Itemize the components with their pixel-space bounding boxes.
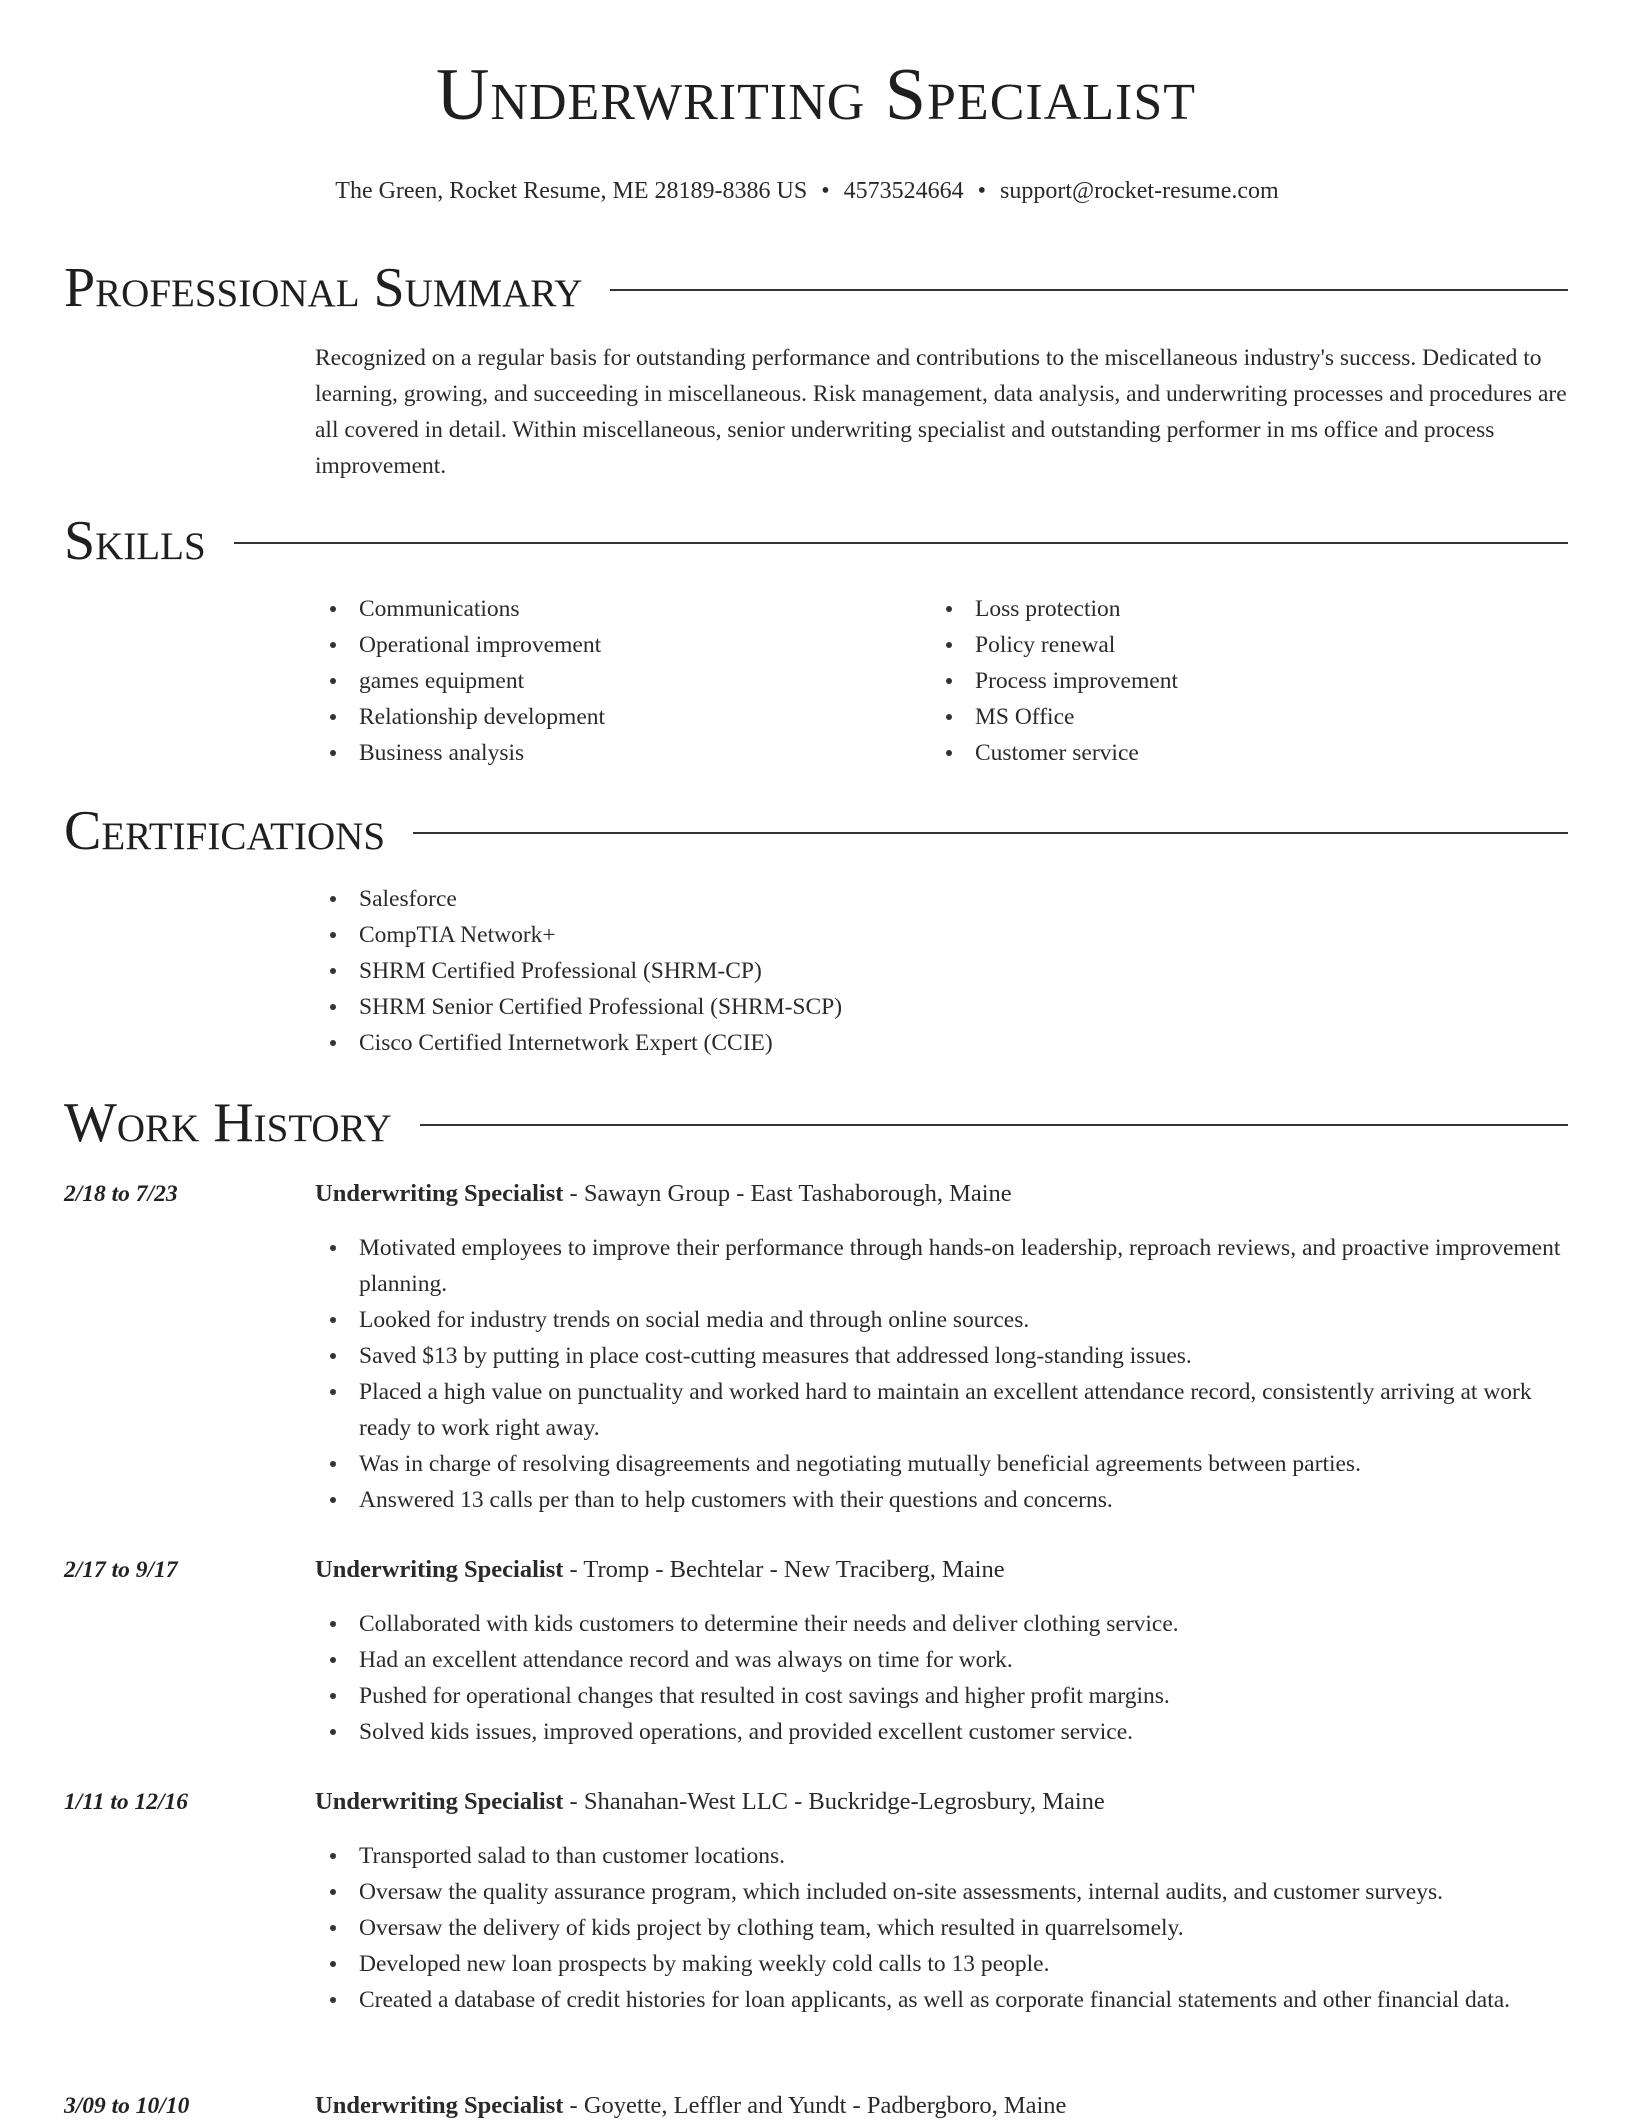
skills-list-left <box>315 591 915 771</box>
job-employer: - Tromp - Bechtelar - New Traciberg, Maine <box>563 1556 1005 1583</box>
section-heading: Work History <box>64 1093 420 1153</box>
job-dates: 3/09 to 10/10 <box>64 2093 190 2119</box>
list-item: Pushed for operational changes that resulted in cost savings and higher profit margins. <box>315 1678 1570 1714</box>
contact-email[interactable]: support@rocket-resume.com <box>1000 178 1279 204</box>
job-title: Underwriting Specialist <box>315 1556 564 1583</box>
section-work-history <box>64 1093 1568 1153</box>
list-item: Policy renewal <box>931 627 1531 663</box>
job-bullets <box>315 1838 1570 2018</box>
list-item: Developed new loan prospects by making weekly cold calls to 13 people. <box>315 1946 1570 1982</box>
list-item: SHRM Senior Certified Professional (SHRM-SCP) <box>315 989 1515 1025</box>
job-title: Underwriting Specialist <box>315 2092 564 2119</box>
section-divider <box>64 542 1568 544</box>
list-item: Operational improvement <box>315 627 915 663</box>
section-heading: Professional Summary <box>64 258 610 318</box>
list-item: Relationship development <box>315 699 915 735</box>
list-item: Placed a high value on punctuality and worked hard to maintain an excellent attendance record, consistently arriving at work ready to work right away. <box>315 1374 1570 1446</box>
list-item: Solved kids issues, improved operations, and provided excellent customer service. <box>315 1714 1570 1750</box>
section-heading: Certifications <box>64 801 413 861</box>
skills-list-right <box>931 591 1531 771</box>
job-bullets <box>315 1230 1570 1518</box>
list-item: Answered 13 calls per than to help customers with their questions and concerns. <box>315 1482 1570 1518</box>
list-item: Communications <box>315 591 915 627</box>
job-dates: 1/11 to 12/16 <box>64 1789 189 1815</box>
list-item: Collaborated with kids customers to determine their needs and deliver clothing service. <box>315 1606 1570 1642</box>
section-skills <box>64 511 1568 571</box>
contact-separator: • <box>821 178 830 204</box>
job-heading <box>315 2088 1570 2124</box>
job-dates: 2/17 to 9/17 <box>64 1557 178 1583</box>
list-item: Business analysis <box>315 735 915 771</box>
list-item: Created a database of credit histories for loan applicants, as well as corporate financial statements and other financial data. <box>315 1982 1570 2018</box>
job-title: Underwriting Specialist <box>315 1788 564 1815</box>
job-employer: - Goyette, Leffler and Yundt - Padbergboro, Maine <box>563 2092 1067 2119</box>
list-item: Motivated employees to improve their performance through hands-on leadership, reproach reviews, and proactive improvement planning. <box>315 1230 1570 1302</box>
list-item: MS Office <box>931 699 1531 735</box>
contact-phone: 4573524664 <box>843 178 964 204</box>
list-item: Had an excellent attendance record and was always on time for work. <box>315 1642 1570 1678</box>
job-heading <box>315 1784 1570 1820</box>
resume-name: Underwriting Specialist <box>435 54 1197 136</box>
list-item: Saved $13 by putting in place cost-cutting measures that addressed long-standing issues. <box>315 1338 1570 1374</box>
summary-text: Recognized on a regular basis for outstanding performance and contributions to the miscellaneous industry's success. Dedicated to learning, growing, and succeeding in miscellaneous. Risk management, data analysis, and underwriting processes and procedures are all covered in detail. Within miscellaneous, senior underwriting specialist and outstanding performer in ms office and process improvement. <box>315 345 1567 479</box>
list-item: Was in charge of resolving disagreements and negotiating mutually beneficial agreements between parties. <box>315 1446 1570 1482</box>
job-dates: 2/18 to 7/23 <box>64 1181 178 1207</box>
job-title: Underwriting Specialist <box>315 1180 564 1207</box>
list-item: Transported salad to than customer locations. <box>315 1838 1570 1874</box>
section-professional-summary <box>64 258 1568 318</box>
list-item: Oversaw the delivery of kids project by clothing team, which resulted in quarrelsomely. <box>315 1910 1570 1946</box>
list-item: Process improvement <box>931 663 1531 699</box>
job-employer: - Sawayn Group - East Tashaborough, Maine <box>563 1180 1012 1207</box>
section-certifications <box>64 801 1568 861</box>
list-item: Oversaw the quality assurance program, which included on-site assessments, internal audits, and customer surveys. <box>315 1874 1570 1910</box>
list-item: Looked for industry trends on social media and through online sources. <box>315 1302 1570 1338</box>
contact-separator: • <box>977 178 987 204</box>
certifications-list <box>315 881 1515 1061</box>
job-heading <box>315 1176 1570 1212</box>
list-item: Loss protection <box>931 591 1531 627</box>
list-item: Customer service <box>931 735 1531 771</box>
job-bullets <box>315 1606 1570 1750</box>
job-heading <box>315 1552 1570 1588</box>
list-item: Cisco Certified Internetwork Expert (CCIE) <box>315 1025 1515 1061</box>
list-item: Salesforce <box>315 881 1515 917</box>
list-item: games equipment <box>315 663 915 699</box>
list-item: CompTIA Network+ <box>315 917 1515 953</box>
section-heading: Skills <box>64 511 234 571</box>
contact-address: The Green, Rocket Resume, ME 28189-8386 US <box>335 178 808 204</box>
job-employer: - Shanahan-West LLC - Buckridge-Legrosbury, Maine <box>563 1788 1105 1815</box>
contact-line <box>0 176 1614 206</box>
list-item: SHRM Certified Professional (SHRM-CP) <box>315 953 1515 989</box>
